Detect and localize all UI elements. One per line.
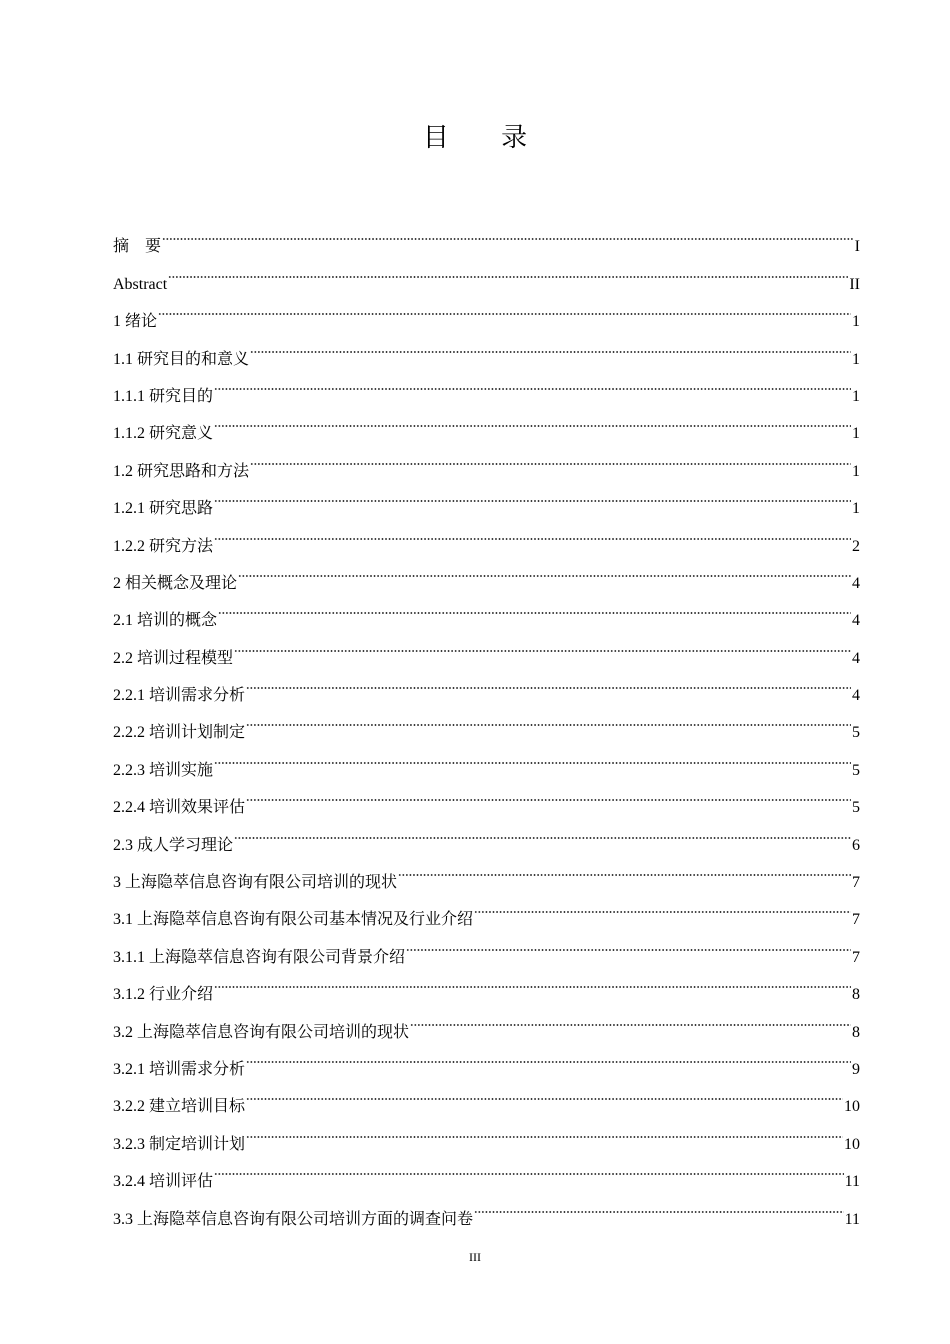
toc-entry-label: 1.1.1 研究目的 — [113, 387, 214, 405]
toc-leader-dots — [214, 513, 851, 550]
table-of-contents — [113, 214, 860, 1228]
toc-entry-page: 1 — [852, 387, 860, 405]
toc-entry-label: 2.2.3 培训实施 — [113, 761, 214, 779]
toc-leader-dots — [410, 999, 851, 1036]
toc-entry-page: 10 — [844, 1135, 860, 1153]
toc-entry[interactable] — [113, 775, 860, 817]
toc-leader-dots — [246, 1074, 843, 1111]
toc-leader-dots — [406, 924, 851, 961]
toc-entry-label: 1.2.1 研究思路 — [113, 500, 214, 518]
toc-entry-label: 3.2.3 制定培训计划 — [113, 1135, 246, 1153]
toc-leader-dots — [246, 1037, 851, 1074]
page-title: 目 录 — [422, 123, 550, 153]
toc-entry[interactable] — [113, 476, 860, 518]
toc-entry-page: 4 — [852, 574, 860, 592]
toc-entry-page: 1 — [852, 425, 860, 443]
toc-entry-label: 1.1 研究目的和意义 — [113, 350, 250, 368]
toc-entry-label: 3 上海隐萃信息咨询有限公司培训的现状 — [113, 874, 398, 892]
toc-entry-page: 9 — [852, 1060, 860, 1078]
toc-entry[interactable] — [113, 326, 860, 368]
toc-entry-page: 7 — [852, 911, 860, 929]
toc-entry-page: 1 — [852, 500, 860, 518]
toc-entry[interactable] — [113, 551, 860, 592]
toc-entry-label: 3.3 上海隐萃信息咨询有限公司培训方面的调查问卷 — [113, 1210, 474, 1228]
toc-entry-page: 4 — [852, 687, 860, 705]
toc-entry-page: 8 — [852, 986, 860, 1004]
toc-leader-dots — [168, 251, 848, 288]
toc-leader-dots — [250, 326, 851, 363]
toc-entry-label: 1 绪论 — [113, 313, 158, 331]
toc-entry-page: 7 — [852, 874, 860, 892]
toc-entry[interactable] — [113, 364, 860, 405]
toc-entry-label: 1.2 研究思路和方法 — [113, 462, 250, 480]
toc-entry-page: I — [854, 238, 860, 256]
toc-entry[interactable] — [113, 401, 860, 443]
toc-entry-label: 3.2.2 建立培训目标 — [113, 1098, 246, 1116]
toc-entry[interactable] — [113, 999, 860, 1041]
toc-entry[interactable] — [113, 625, 860, 667]
toc-leader-dots — [214, 737, 851, 774]
toc-entry[interactable] — [113, 438, 860, 480]
toc-leader-dots — [474, 887, 851, 924]
toc-leader-dots — [246, 700, 851, 737]
toc-leader-dots — [214, 962, 851, 999]
toc-entry[interactable] — [113, 289, 860, 331]
toc-entry[interactable] — [113, 588, 860, 630]
toc-entry[interactable] — [113, 1149, 860, 1191]
toc-entry-page: 1 — [852, 313, 860, 331]
toc-entry-label: 1.2.2 研究方法 — [113, 537, 214, 555]
toc-leader-dots — [158, 289, 851, 326]
toc-leader-dots — [474, 1186, 844, 1223]
toc-entry-label: 1.1.2 研究意义 — [113, 425, 214, 443]
toc-entry-page: 4 — [852, 612, 860, 630]
toc-entry-label: 3.2.4 培训评估 — [113, 1173, 214, 1191]
toc-leader-dots — [214, 1149, 844, 1186]
toc-entry-label: 2.2.1 培训需求分析 — [113, 687, 246, 705]
toc-entry[interactable] — [113, 1186, 860, 1228]
toc-entry-label: 摘 要 — [113, 238, 162, 256]
toc-entry-label: 3.1.2 行业介绍 — [113, 986, 214, 1004]
toc-entry-page: 5 — [852, 761, 860, 779]
toc-leader-dots — [218, 588, 851, 625]
toc-entry-page: 4 — [852, 649, 860, 667]
toc-entry-page: 7 — [852, 948, 860, 966]
toc-entry-label: 3.2 上海隐萃信息咨询有限公司培训的现状 — [113, 1023, 410, 1041]
toc-entry-page: 11 — [844, 1173, 860, 1191]
toc-leader-dots — [250, 438, 851, 475]
toc-entry-page: 2 — [852, 537, 860, 555]
toc-leader-dots — [398, 850, 851, 887]
toc-leader-dots — [214, 364, 851, 401]
toc-entry[interactable] — [113, 513, 860, 555]
toc-leader-dots — [214, 476, 851, 513]
toc-entry[interactable] — [113, 251, 860, 293]
toc-entry-page: 8 — [852, 1023, 860, 1041]
page-number: III — [469, 1250, 481, 1264]
toc-entry-label: 3.1.1 上海隐萃信息咨询有限公司背景介绍 — [113, 948, 406, 966]
toc-entry-page: 1 — [852, 350, 860, 368]
toc-entry-page: 6 — [852, 836, 860, 854]
toc-leader-dots — [234, 625, 851, 662]
toc-leader-dots — [246, 775, 851, 812]
toc-entry-page: 10 — [844, 1098, 860, 1116]
toc-leader-dots — [162, 214, 854, 251]
toc-entry[interactable] — [113, 214, 860, 256]
toc-entry-page: II — [849, 275, 860, 293]
toc-entry-label: 2.2.2 培训计划制定 — [113, 724, 246, 742]
toc-entry-page: 5 — [852, 799, 860, 817]
toc-entry[interactable] — [113, 962, 860, 1004]
toc-entry-label: 2.2 培训过程模型 — [113, 649, 234, 667]
toc-entry-page: 5 — [852, 724, 860, 742]
toc-entry-page: 11 — [844, 1210, 860, 1228]
toc-entry-label: 2.2.4 培训效果评估 — [113, 799, 246, 817]
toc-leader-dots — [238, 551, 851, 588]
toc-entry-label: 2.3 成人学习理论 — [113, 836, 234, 854]
toc-leader-dots — [246, 663, 851, 700]
toc-leader-dots — [234, 812, 851, 849]
toc-leader-dots — [246, 1111, 843, 1148]
toc-entry-label: 2.1 培训的概念 — [113, 612, 218, 630]
toc-leader-dots — [214, 401, 851, 438]
toc-entry-label: 2 相关概念及理论 — [113, 574, 238, 592]
toc-entry-page: 1 — [852, 462, 860, 480]
toc-entry[interactable] — [113, 737, 860, 779]
toc-entry-label: Abstract — [113, 275, 168, 293]
toc-entry-label: 3.2.1 培训需求分析 — [113, 1060, 246, 1078]
toc-entry-label: 3.1 上海隐萃信息咨询有限公司基本情况及行业介绍 — [113, 911, 474, 929]
